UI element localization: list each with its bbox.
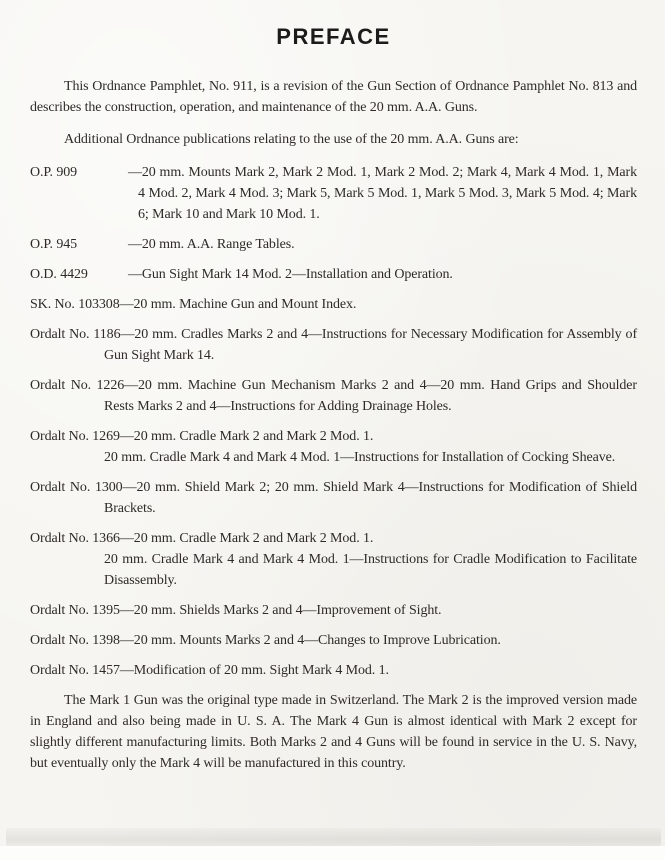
publication-text: —20 mm. Cradle Mark 2 and Mark 2 Mod. 1. [119,531,374,546]
publication-label: Ordalt No. 1395 [30,603,120,618]
publication-entry [30,264,637,285]
publication-label: Ordalt No. 1269 [30,429,120,444]
publication-entry [30,528,637,591]
closing-paragraph: The Mark 1 Gun was the original type made in Switzerland. The Mark 2 is the improved version made in England and also being made in U. S. A. The Mark 4 Gun is almost identical with Mark 2 except for slightly different manufacturing limits. Both Marks 2 and 4 Guns will be found in service in the U. S. Navy, but eventually only the Mark 4 will be manufactured in this country. [30,693,637,771]
page-bottom-margin [0,846,665,860]
publication-text: —20 mm. Cradle Mark 2 and Mark 2 Mod. 1. [119,429,374,444]
page-title: PREFACE [276,24,391,49]
intro-paragraph: This Ordnance Pamphlet, No. 911, is a revision of the Gun Section of Ordnance Pamphlet No. 813 and describes the construction, operation, and maintenance of the 20 mm. A.A. Guns. [30,79,637,115]
publication-text: —20 mm. Machine Gun and Mount Index. [119,297,357,312]
publication-label: O.P. 909 [30,165,78,180]
publication-label: Ordalt No. 1186 [30,327,121,342]
publication-label: Ordalt No. 1366 [30,531,120,546]
publication-label: Ordalt No. 1300 [30,480,123,495]
publication-entry [30,324,637,366]
publication-text: —20 mm. Shields Marks 2 and 4—Improvement of Sight. [119,603,442,618]
publications-list [30,162,637,681]
scan-bottom-edge [6,828,661,846]
publication-text: —20 mm. A.A. Range Tables. [128,237,295,252]
publication-label: Ordalt No. 1457 [30,663,120,678]
publication-text: —20 mm. Mounts Mark 2, Mark 2 Mod. 1, Mark 2 Mod. 2; Mark 4, Mark 4 Mod. 1, Mark 4 Mod. 2, Mark 4 Mod. 3; Mark 5, Mark 5 Mod. 1, Mark 5 Mod. 3, Mark 5 Mod. 4; Mark 6; Mark 10 and Mark 10 Mod. 1. [128,165,637,222]
publication-text: —20 mm. Mounts Marks 2 and 4—Changes to Improve Lubrication. [119,633,501,648]
publication-label: O.P. 945 [30,237,78,252]
publication-label: SK. No. 103308 [30,297,120,312]
publication-entry [30,660,637,681]
publication-entry [30,294,637,315]
publication-text: —Modification of 20 mm. Sight Mark 4 Mod. 1. [119,663,389,678]
publication-entry [30,234,637,255]
publication-text: —20 mm. Cradles Marks 2 and 4—Instructions for Necessary Modification for Assembly of Gun Sight Mark 14. [104,327,638,363]
publication-text-continued: 20 mm. Cradle Mark 4 and Mark 4 Mod. 1—Instructions for Cradle Modification to Facilitate Disassembly. [104,552,637,588]
publication-entry [30,375,637,417]
publication-entry [30,477,637,519]
publication-text: —Gun Sight Mark 14 Mod. 2—Installation and Operation. [128,267,453,282]
publication-entry [30,600,637,621]
publication-text: —20 mm. Machine Gun Mechanism Marks 2 and 4—20 mm. Hand Grips and Shoulder Rests Marks 2 and 4—Instructions for Adding Drainage Holes. [104,378,637,414]
publication-label: O.D. 4429 [30,267,88,282]
publications-lead: Additional Ordnance publications relating to the use of the 20 mm. A.A. Guns are: [64,132,519,147]
publication-entry [30,630,637,651]
publication-text-continued: 20 mm. Cradle Mark 4 and Mark 4 Mod. 1—Instructions for Installation of Cocking Sheave. [104,450,616,465]
publication-entry [30,426,637,468]
publication-text: —20 mm. Shield Mark 2; 20 mm. Shield Mark 4—Instructions for Modification of Shield Brackets. [104,480,637,516]
publication-label: Ordalt No. 1398 [30,633,120,648]
publication-entry [30,162,637,225]
publication-label: Ordalt No. 1226 [30,378,125,393]
